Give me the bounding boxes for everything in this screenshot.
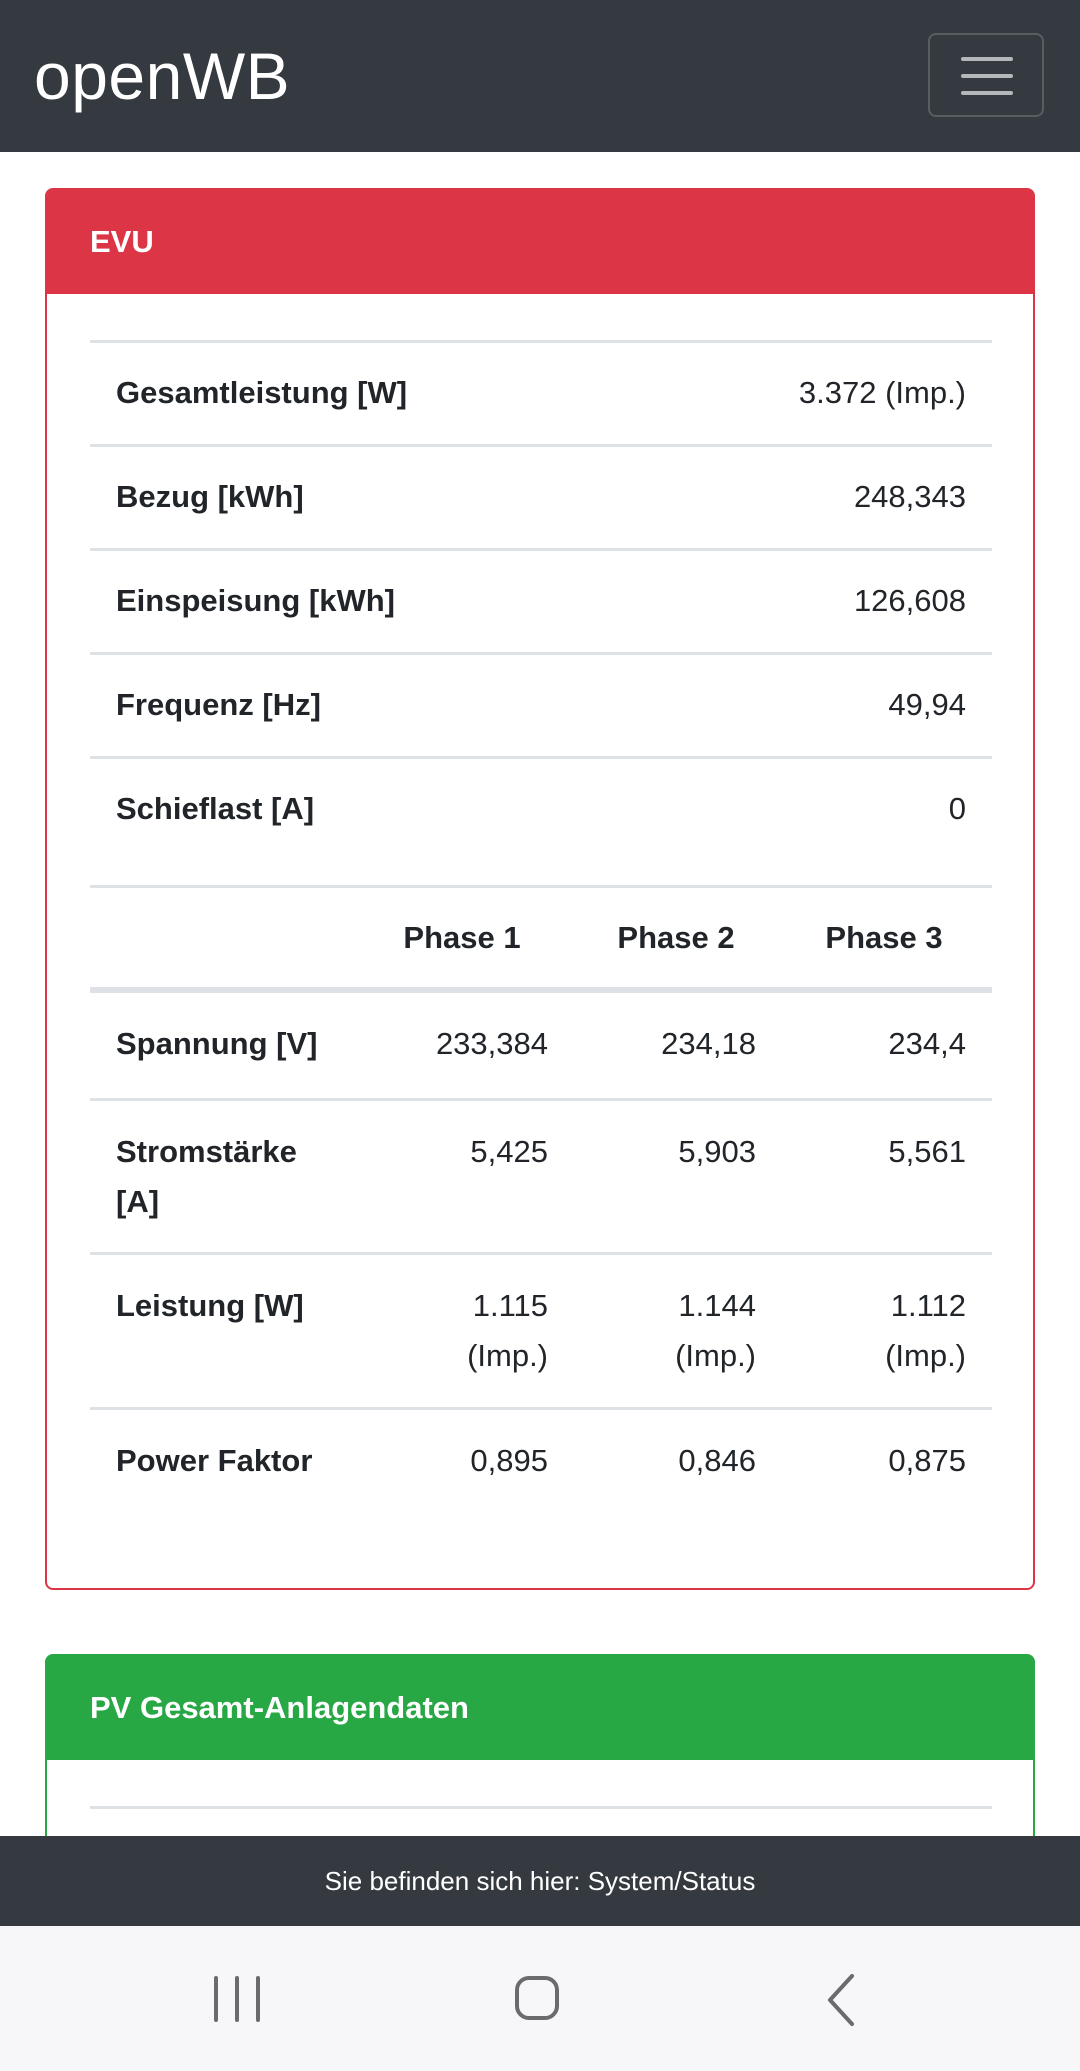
phase-1-direction: (Imp.) [467, 1338, 548, 1373]
table-row [90, 1252, 992, 1407]
phase-1-value: 5,425 [470, 1134, 548, 1169]
location-footer: Sie befinden sich hier: System/Status [0, 1836, 1080, 1926]
row-label: Gesamtleistung [W] [116, 375, 408, 410]
system-navigation-bar [0, 1926, 1080, 2071]
phase-3-value: 1.112 [890, 1288, 966, 1323]
row-value: 126,608 [853, 583, 966, 618]
column-header: Phase 2 [617, 920, 735, 955]
menu-toggle-button[interactable] [928, 33, 1044, 117]
row-value: 3.372 (Imp.) [798, 375, 966, 410]
table-row [90, 993, 992, 1098]
table-row [90, 340, 992, 444]
evu-summary-table [90, 340, 992, 860]
row-value: 49,94 [888, 687, 966, 722]
phase-3-value: 234,4 [888, 1026, 966, 1061]
table-header-row [90, 885, 992, 993]
back-icon[interactable] [822, 1972, 862, 2028]
column-header: Phase 1 [403, 920, 521, 955]
phase-2-value: 0,846 [678, 1443, 756, 1478]
table-row [90, 652, 992, 756]
evu-card-title: EVU [47, 190, 1033, 294]
row-label: Bezug [kWh] [116, 479, 304, 514]
evu-card [45, 188, 1035, 1590]
phase-1-value: 1.115 [472, 1288, 548, 1323]
row-label: Leistung [W] [116, 1288, 304, 1323]
table-row [90, 1407, 992, 1511]
table-row [90, 756, 992, 860]
phase-3-direction: (Imp.) [885, 1338, 966, 1373]
column-header: Phase 3 [825, 920, 943, 955]
phase-2-direction: (Imp.) [675, 1338, 756, 1373]
pv-card [45, 1654, 1035, 1836]
row-label: Power Faktor [116, 1443, 313, 1478]
row-label-unit: [A] [116, 1184, 160, 1219]
table-row [90, 548, 992, 652]
row-value: 248,343 [853, 479, 966, 514]
phase-1-value: 0,895 [470, 1443, 548, 1478]
phase-2-value: 1.144 [678, 1288, 756, 1323]
phase-3-value: 5,561 [888, 1134, 966, 1169]
row-label: Einspeisung [kWh] [116, 583, 395, 618]
top-navbar [0, 0, 1080, 152]
phase-2-value: 234,18 [661, 1026, 756, 1061]
home-icon[interactable] [515, 1976, 559, 2020]
pv-card-title: PV Gesamt-Anlagendaten [47, 1656, 1033, 1760]
row-label: Stromstärke [116, 1134, 297, 1169]
recent-apps-icon[interactable] [214, 1976, 262, 2022]
row-label: Spannung [V] [116, 1026, 318, 1061]
row-label: Schieflast [A] [116, 791, 315, 826]
row-value: 0 [948, 791, 966, 826]
pv-summary-table [90, 1806, 992, 1836]
table-row [90, 1806, 992, 1836]
row-label: Frequenz [Hz] [116, 687, 321, 722]
evu-phase-table [90, 885, 992, 1511]
phase-3-value: 0,875 [888, 1443, 966, 1478]
app-brand[interactable]: openWB [34, 39, 291, 113]
table-row [90, 1098, 992, 1252]
table-row [90, 444, 992, 548]
phase-2-value: 5,903 [678, 1134, 756, 1169]
phase-1-value: 233,384 [435, 1026, 548, 1061]
main-content[interactable] [0, 152, 1080, 1836]
